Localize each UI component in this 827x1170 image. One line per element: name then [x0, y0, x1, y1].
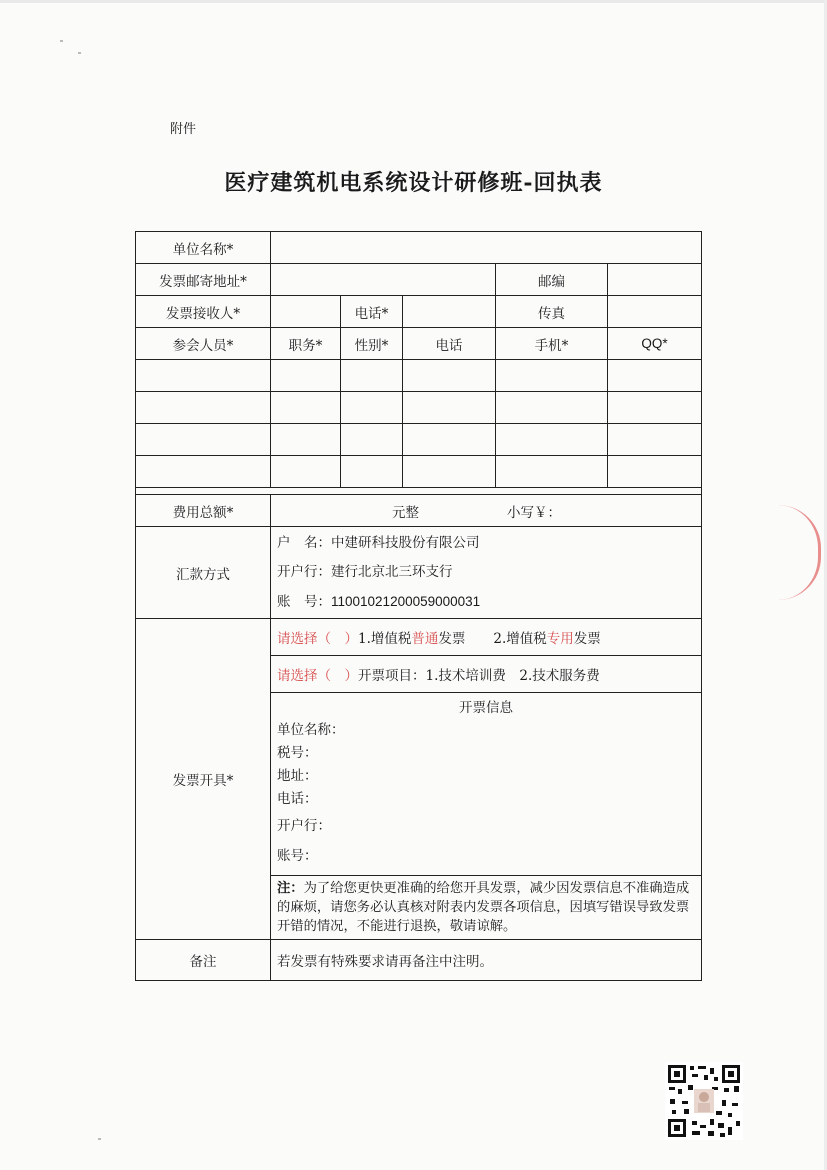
payment-row — [136, 527, 702, 619]
attendee-gender-cell[interactable] — [341, 456, 403, 488]
fee-field[interactable] — [271, 495, 702, 527]
attendee-row — [136, 392, 702, 424]
invoice-address-field[interactable] — [271, 264, 496, 296]
attendee-gender-cell[interactable] — [341, 424, 403, 456]
qq-header: QQ* — [608, 328, 702, 360]
invoice-recipient-field[interactable] — [271, 296, 341, 328]
account-name: 户 名：中建研科技股份有限公司 — [277, 535, 480, 551]
attendee-position-cell[interactable] — [271, 392, 341, 424]
receipt-form-table — [135, 231, 702, 981]
attendee-qq-cell[interactable] — [608, 392, 702, 424]
note-bold: 注： — [277, 881, 304, 896]
attendee-qq-cell[interactable] — [608, 360, 702, 392]
attendee-mobile-cell[interactable] — [496, 360, 608, 392]
attendee-tel-cell[interactable] — [403, 424, 496, 456]
attendee-mobile-cell[interactable] — [496, 456, 608, 488]
spacer-cell — [136, 488, 702, 495]
attendee-qq-cell[interactable] — [608, 456, 702, 488]
postcode-label: 邮编 — [496, 264, 608, 296]
payment-details — [271, 527, 702, 619]
postcode-field[interactable] — [608, 264, 702, 296]
invoice-opt1-prefix: 1.增值税 — [358, 631, 412, 647]
fee-label: 费用总额* — [136, 495, 271, 527]
attendee-tel-cell[interactable] — [403, 360, 496, 392]
position-header: 职务* — [271, 328, 341, 360]
invoice-items-text: 开票项目：1.技术培训费 2.技术服务费 — [358, 668, 600, 684]
spacer-row — [136, 488, 702, 495]
unit-name-label: 单位名称* — [136, 232, 271, 264]
payment-label: 汇款方式 — [136, 527, 271, 619]
invoice-type-row — [136, 619, 702, 656]
remark-row — [136, 940, 702, 981]
fee-row — [136, 495, 702, 527]
attendee-mobile-cell[interactable] — [496, 392, 608, 424]
attendees-label: 参会人员* — [136, 328, 271, 360]
invoice-info-account[interactable]: 账号： — [277, 848, 318, 864]
attendee-tel-cell[interactable] — [403, 456, 496, 488]
account-number-label: 账 号： — [277, 594, 331, 610]
attendee-row — [136, 360, 702, 392]
unit-name-row — [136, 232, 702, 264]
invoice-info-bank[interactable]: 开户行： — [277, 818, 331, 834]
invoice-info-phone[interactable]: 电话： — [277, 791, 318, 807]
invoice-opt2-prefix: 2.增值税 — [493, 631, 547, 647]
invoice-label: 发票开具* — [136, 619, 271, 940]
invoice-opt2-highlight: 专用 — [546, 631, 574, 647]
attendees-header-row — [136, 328, 702, 360]
attendee-gender-cell[interactable] — [341, 360, 403, 392]
attendee-position-cell[interactable] — [271, 456, 341, 488]
attendee-name-cell[interactable] — [136, 360, 271, 392]
attendee-position-cell[interactable] — [271, 360, 341, 392]
attendee-mobile-cell[interactable] — [496, 424, 608, 456]
mobile-header: 手机* — [496, 328, 608, 360]
invoice-opt2-suffix: 发票 — [573, 631, 601, 647]
phone-label: 电话* — [341, 296, 403, 328]
attendee-row — [136, 456, 702, 488]
fee-small-text: 小写￥： — [507, 504, 561, 521]
scan-speck — [78, 52, 81, 54]
attendee-name-cell[interactable] — [136, 456, 271, 488]
invoice-recipient-label: 发票接收人* — [136, 296, 271, 328]
attendee-position-cell[interactable] — [271, 424, 341, 456]
unit-name-field[interactable] — [271, 232, 702, 264]
attendee-name-cell[interactable] — [136, 392, 271, 424]
fax-label: 传真 — [496, 296, 608, 328]
scan-speck — [60, 40, 63, 42]
invoice-info-unit[interactable]: 单位名称： — [277, 722, 345, 738]
note-text: 为了给您更快更准确的给您开具发票，减少因发票信息不准确造成的麻烦，请您务必认真核对附表内发票各项信息，因填写错误导致发票开错的情况，不能进行退换，敬请谅解。 — [277, 881, 690, 934]
page-edge — [0, 0, 827, 3]
phone-field[interactable] — [403, 296, 496, 328]
bank-name: 开户行：建行北京北三环支行 — [277, 564, 453, 580]
tel-header: 电话 — [403, 328, 496, 360]
remark-text[interactable]: 若发票有特殊要求请再备注中注明。 — [271, 940, 702, 981]
invoice-opt1-suffix: 发票 — [438, 631, 466, 647]
invoice-info-tax[interactable]: 税号： — [277, 745, 318, 761]
qr-code-icon — [666, 1063, 742, 1139]
remark-label: 备注 — [136, 940, 271, 981]
invoice-info-title: 开票信息 — [459, 700, 514, 716]
attendee-qq-cell[interactable] — [608, 424, 702, 456]
invoice-info-block — [271, 693, 702, 876]
invoice-type-options[interactable] — [271, 619, 702, 656]
gender-header: 性别* — [341, 328, 403, 360]
document-title: 医疗建筑机电系统设计研修班-回执表 — [224, 170, 603, 196]
attendee-gender-cell[interactable] — [341, 392, 403, 424]
account-number-line — [277, 587, 695, 616]
invoice-address-row — [136, 264, 702, 296]
attendee-row — [136, 424, 702, 456]
fax-field[interactable] — [608, 296, 702, 328]
attendee-tel-cell[interactable] — [403, 392, 496, 424]
invoice-info-address[interactable]: 地址： — [277, 768, 318, 784]
attendee-name-cell[interactable] — [136, 424, 271, 456]
invoice-items-choose: 请选择（ ） — [277, 668, 358, 684]
invoice-type-choose: 请选择（ ） — [277, 631, 358, 647]
fee-yuan-text: 元整 — [392, 504, 419, 521]
invoice-address-label: 发票邮寄地址* — [136, 264, 271, 296]
invoice-opt1-highlight: 普通 — [411, 631, 439, 647]
account-number: 11001021200059000031 — [331, 594, 481, 609]
attachment-label: 附件 — [170, 122, 197, 137]
invoice-note — [271, 876, 702, 940]
scan-speck — [98, 1138, 101, 1140]
invoice-items-options[interactable] — [271, 656, 702, 693]
invoice-recipient-row — [136, 296, 702, 328]
seal-stamp-icon — [778, 505, 821, 600]
